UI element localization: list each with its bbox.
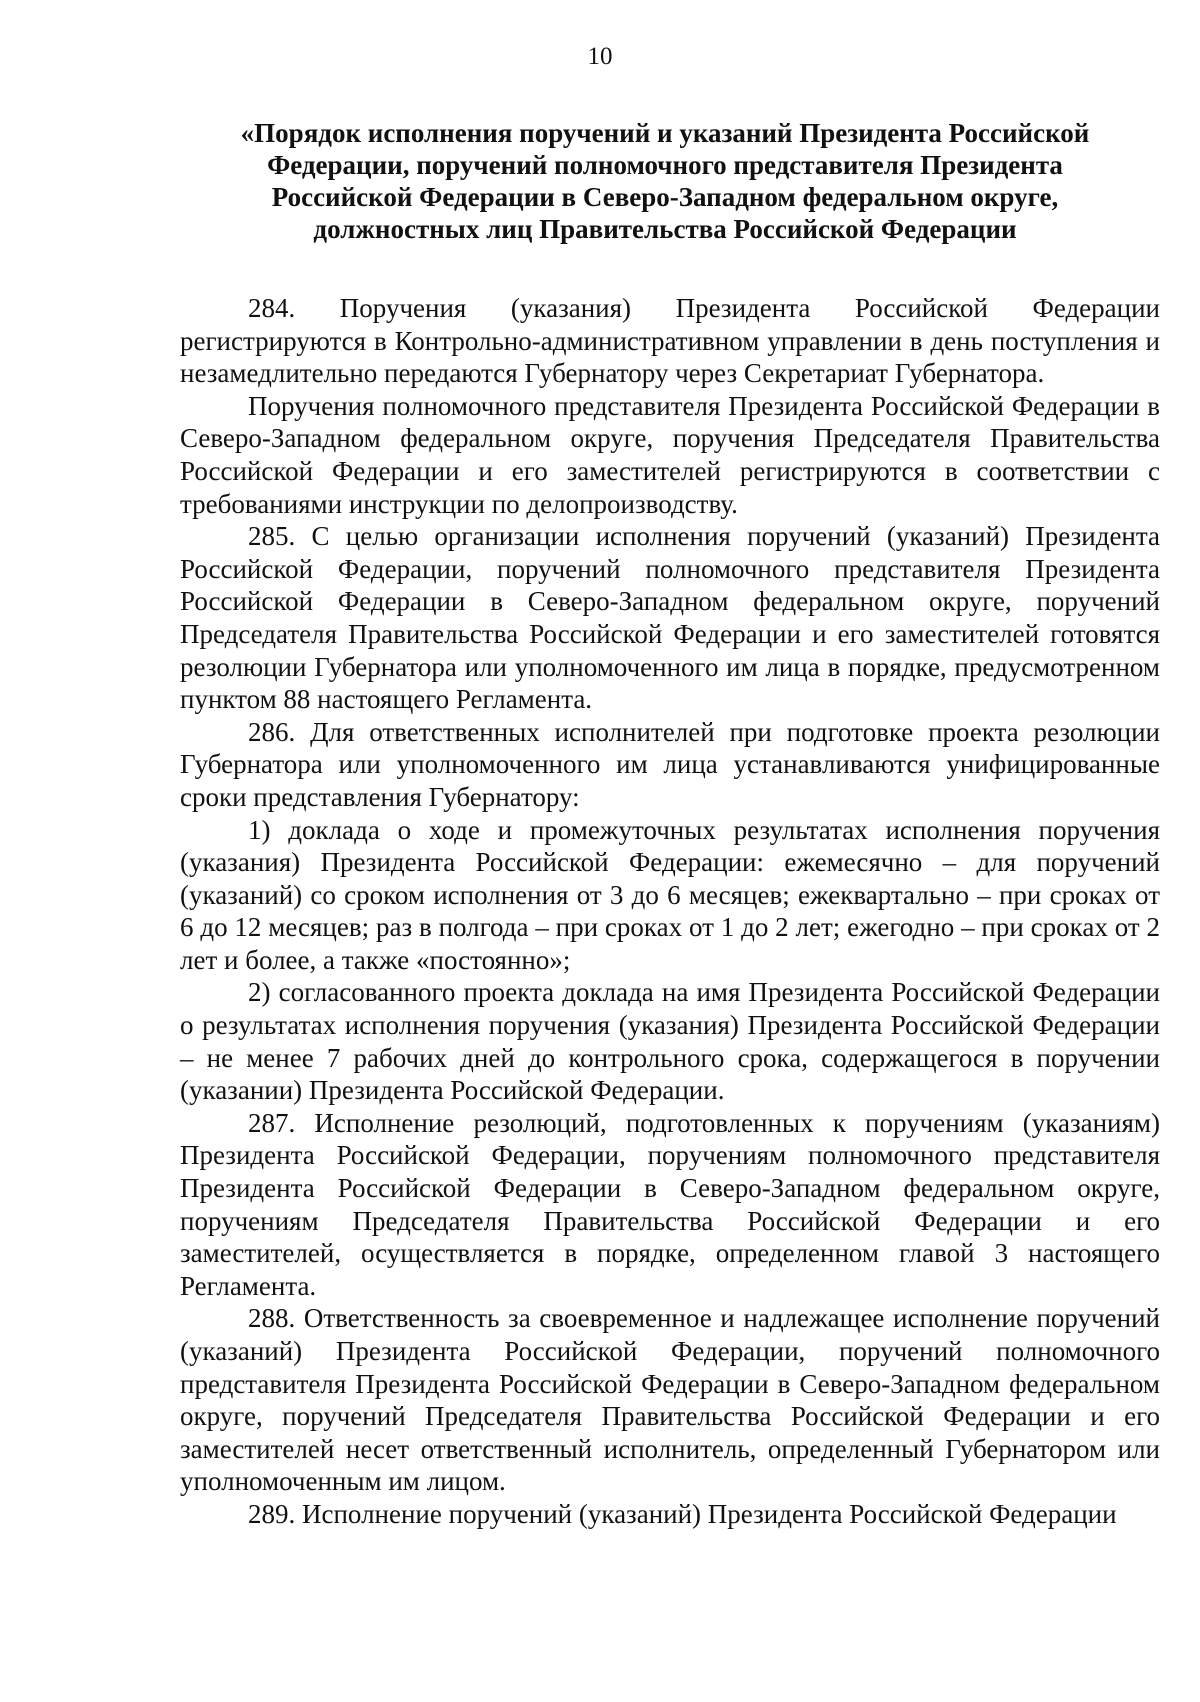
paragraph-284-continued: Поручения полномочного представителя Президента Российской Федерации в Северо-Западном федеральном округе, поручения Председателя Правительства Российской Федерации и его заместителей регистрируются в соответствии с требованиями инструкции по делопроизводству. [180, 390, 1160, 519]
paragraph-286: 286. Для ответственных исполнителей при подготовке проекта резолюции Губернатора или уполномоченного им лица устанавливаются унифицированные сроки представления Губернатору: [180, 716, 1160, 812]
paragraph-286-item-1: 1) доклада о ходе и промежуточных результатах исполнения поручения (указания) Президента Российской Федерации: ежемесячно – для поручений (указаний) со сроком исполнения от 3 до 6 месяцев; ежеквартально – при сроках от 6 до 12 месяцев; раз в полгода – при сроках от 1 до 2 лет; ежегодно – при сроках от 2 лет и более, а также «постоянно»; [180, 814, 1160, 975]
document-body [180, 292, 1160, 1531]
paragraph-289: 289. Исполнение поручений (указаний) Президента Российской Федерации [248, 1498, 1117, 1529]
paragraph-285: 285. С целью организации исполнения поручений (указаний) Президента Российской Федерации, поручений полномочного представителя Президента Российской Федерации в Северо-Западном федеральном округе, поручений Председателя Правительства Российской Федерации и его заместителей готовятся резолюции Губернатора или уполномоченного им лица в порядке, предусмотренном пунктом 88 настоящего Регламента. [180, 521, 1160, 715]
paragraph-286-item-2: 2) согласованного проекта доклада на имя Президента Российской Федерации о результатах исполнения поручения (указания) Президента Российской Федерации – не менее 7 рабочих дней до контрольного срока, содержащегося в поручении (указании) Президента Российской Федерации. [180, 977, 1160, 1106]
paragraph-287: 287. Исполнение резолюций, подготовленных к поручениям (указаниям) Президента Российской Федерации, поручениям полномочного представителя Президента Российской Федерации в Северо-Западном федеральном округе, поручениям Председателя Правительства Российской Федерации и его заместителей, осуществляется в порядке, определенном главой 3 настоящего Регламента. [180, 1107, 1160, 1301]
page-number: 10 [587, 43, 613, 70]
paragraph-288: 288. Ответственность за своевременное и надлежащее исполнение поручений (указаний) Президента Российской Федерации, поручений полномочного представителя Президента Российской Федерации в Северо-Западном федеральном округе, поручений Председателя Правительства Российской Федерации и его заместителей несет ответственный исполнитель, определенный Губернатором или уполномоченным им лицом. [180, 1303, 1160, 1497]
section-heading: «Порядок исполнения поручений и указаний Президента Российской Федерации, поручений полномочного представителя Президента Российской Федерации в Северо-Западном федеральном округе, должностных лиц Правительства Российской Федерации [240, 118, 1090, 244]
paragraph-284: 284. Поручения (указания) Президента Российской Федерации регистрируются в Контрольно-административном управлении в день поступления и незамедлительно передаются Губернатору через Секретариат Губернатора. [180, 293, 1160, 389]
